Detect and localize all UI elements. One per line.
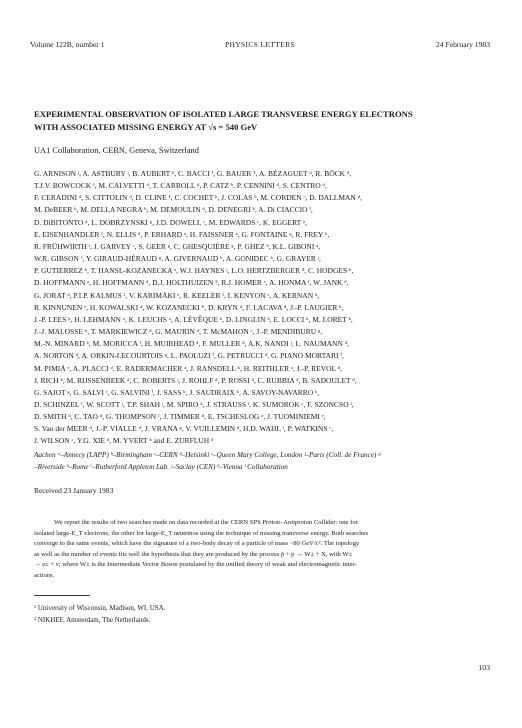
author-line: R. KINNUNEN ᵉ, H. KOWALSKI ᵈ, W. KOZANECKI ʰ, D. KRYN ᵈ, F. LACAVA ᵈ, J.-P. LAUGIER ᵏ, (34, 302, 344, 312)
author-line: M.-N. MINARD ᵇ, M. MORICCA ⁱ, H. MUIRHEAD ᵈ, F. MULLER ᵈ, A.K. NANDI ʲ, L. NAUMANN ᵈ, (34, 339, 349, 349)
author-line: D. HOFFMANN ᵃ, H. HOFFMANN ᵈ, D.J. HOLTHUIZEN ², R.J. HOMER ᶜ, A. HONMA ᶠ, W. JANK ᵈ, (34, 278, 349, 288)
running-header (30, 40, 490, 54)
author-line: J. WILSON ᶜ, Y.G. XIE ᵈ, M. YVERT ᵇ and E. ZURFLUH ᵈ (34, 436, 214, 446)
issue-date: 24 February 1983 (436, 40, 490, 49)
author-line: W.R. GIBSON ᶠ, Y. GIRAUD-HÉRAUD ᵍ, A. GIVERNAUD ᵏ, A. GONIDEC ᵇ, G. GRAYER ʲ, (34, 254, 321, 264)
author-line: M. DeBEER ᵏ, M. DELLA NEGRA ᵇ, M. DEMOULIN ᵈ, D. DENEGRI ᵏ, A. Di CIACCIO ⁱ, (34, 205, 313, 215)
footnotes (34, 602, 165, 626)
paper-title (34, 108, 494, 134)
page-number: 103 (478, 663, 490, 672)
author-list (34, 168, 504, 448)
author-line: P. GUTIERREZ ʰ, T. HANSL-KOZANECKA ᵃ, W.J. HAYNES ʲ, L.O. HERTZBERGER ², C. HODGES ʰ, (34, 266, 354, 276)
author-line: M. PIMIÄ ᵉ, A. PLACCI ᵈ, E. RADERMACHER ᵃ, J. RANSDELL ʰ, H. REITHLER ᵃ, J.-P. REVOL ᵈ, (34, 363, 342, 373)
institution-list (34, 449, 504, 473)
collaboration-affiliation: UA1 Collaboration, CERN, Geneva, Switzerland (34, 146, 199, 155)
institution-line: –Riverside ʰ–Rome ⁱ–Rutherford Appleton Lab. ʲ–Saclay (CEN) ᵏ–Vienna ˡ Collaboration (34, 463, 288, 471)
title-line: WITH ASSOCIATED MISSING ENERGY AT √s = 540 GeV (34, 122, 258, 132)
author-line: G. ARNISON ʲ, A. ASTBURY ʲ, B. AUBERT ᵇ, C. BACCI ⁱ, G. BAUER ¹, A. BÉZAGUET ᵈ, R. BÖCK ᵈ, (34, 169, 352, 178)
author-line: E. EISENHANDLER ᶠ, N. ELLIS ᵈ, P. ERHARD ᵃ, H. FAISSNER ᵃ, G. FONTAINE ᵍ, R. FREY ʰ, (34, 229, 330, 239)
author-line: D. SCHINZEL ᶠ, W. SCOTT ʲ, T.P. SHAH ʲ, M. SPIRO ᵏ, J. STRAUSS ˡ, K. SUMOROK ᶜ, F. SZONCSO ˡ, (34, 399, 354, 409)
journal-name: PHYSICS LETTERS (224, 40, 296, 49)
author-line: J. RICH ᵏ, M. RIJSSENBEEK ᵈ, C. ROBERTS ʲ, J. ROHLF ᵈ, P. ROSSI ᵈ, C. RUBBIA ᵈ, B. SADOULET ᵈ, (34, 375, 357, 385)
abstract-line: actions. (34, 571, 55, 579)
author-line: F. CERADINI ᵈ, S. CITTOLIN ᵈ, D. CLINE ¹, C. COCHET ᵏ, J. COLAS ᵇ, M. CORDEN ᶜ, D. DALLMAN ᵈ, (34, 193, 362, 203)
author-line: A. NORTON ᵈ, A. ORKIN-LECOURTOIS ᵍ, L. PAOLUZI ⁱ, G. PETRUCCI ᵈ, G. PIANO MORTARI ⁱ, (34, 351, 344, 361)
author-line: T.J.V. BOWCOCK ᶠ, M. CALVETTI ᵈ, T. CARROLL ᵈ, P. CATZ ᵇ, P. CENNINI ᵈ, S. CENTRO ᵈ, (34, 181, 327, 191)
author-line: D. DiBITONTO ᵈ, L. DOBRZYNSKI ᵍ, J.D. DOWELL ᶜ, M. EDWARDS ᶜ, K. EGGERT ᵃ, (34, 217, 307, 227)
footnote: ¹ University of Wisconsin, Madison, WI, USA. (34, 604, 166, 612)
title-line: EXPERIMENTAL OBSERVATION OF ISOLATED LARGE TRANSVERSE ENERGY ELECTRONS (34, 109, 413, 119)
abstract-line: We report the results of two searches made on data recorded at the CERN SPS Proton–Antiproton Collider: one for (54, 519, 358, 526)
received-date: Received 23 January 1983 (34, 486, 114, 495)
abstract-line: as well as the number of events fits well the hypothesis that they are produced by the process p̄ + p → W± + X, with W± (34, 550, 353, 558)
author-line: D. SMITH ʰ, C. TAO ᵈ, G. THOMPSON ᶠ, J. TIMMER ᵈ, E. TSCHESLOG ᵃ, J. TUOMINIEMI ᵉ, (34, 412, 326, 422)
institution-line: Aachen ᵃ–Annecy (LAPP) ᵇ–Birmingham ᶜ–CERN ᵈ–Helsinki ᵉ–Queen Mary College, London ᶠ–Paris (Coll. de France) ᵍ (34, 451, 381, 459)
footnote-divider (34, 595, 90, 596)
abstract (34, 518, 504, 582)
volume-label: Volume 122B, number 1 (30, 40, 105, 49)
author-line: R. FRÜHWIRTH ˡ, J. GARVEY ᶜ, S. GEER ᵍ, C. GHESQUIÈRE ᵍ, P. GHEZ ᵇ, K.L. GIBONI ᵃ, (34, 241, 321, 251)
author-line: S. Van der MEER ᵈ, J.-P. VIALLE ᵈ, J. VRANA ᵍ, V. VUILLEMIN ᵈ, H.D. WAHL ˡ, P. WATKINS ᶜ, (34, 424, 334, 434)
author-line: J.-P. LEES ᵇ, H. LEHMANN ᵃ, K. LEUCHS ᵃ, A. LÉVÊQUE ᵏ, D. LINGLIN ᵇ, E. LOCCI ᵏ, M. LORET ᵏ, (34, 314, 353, 324)
footnote: ² NIKHEF, Amsterdam, The Netherlands. (34, 616, 151, 624)
author-line: G. SAJOT ᵍ, G. SALVI ᶠ, G. SALVINI ⁱ, J. SASS ᵏ, J. SAUDRAIX ᵏ, A. SAVOY-NAVARRO ᵏ, (34, 387, 320, 397)
author-line: J.-J. MALOSSE ᵏ, T. MARKIEWICZ ᵈ, G. MAURIN ᵈ, T. McMAHON ᶜ, J.-P. MENDIBURU ᵍ, (34, 327, 323, 337)
abstract-line: isolated large-E_T electrons, the other for large-E_T neutrinos using the technique of missing transverse energy. Both searches (34, 529, 369, 537)
abstract-line: converge to the same events, which have the signature of a two-body decay of a particle of mass ~80 GeV/c². The topology (34, 540, 360, 548)
author-line: G. JORAT ᵈ, P.I.P. KALMUS ᶠ, V. KARIMÄKI ᵉ, R. KEELER ᶠ, I. KENYON ᶜ, A. KERNAN ʰ, (34, 290, 320, 300)
abstract-line: → e± + ν; where W± is the Intermediate Vector Boson postulated by the unified theory of weak and electromagnetic inter- (34, 561, 357, 569)
